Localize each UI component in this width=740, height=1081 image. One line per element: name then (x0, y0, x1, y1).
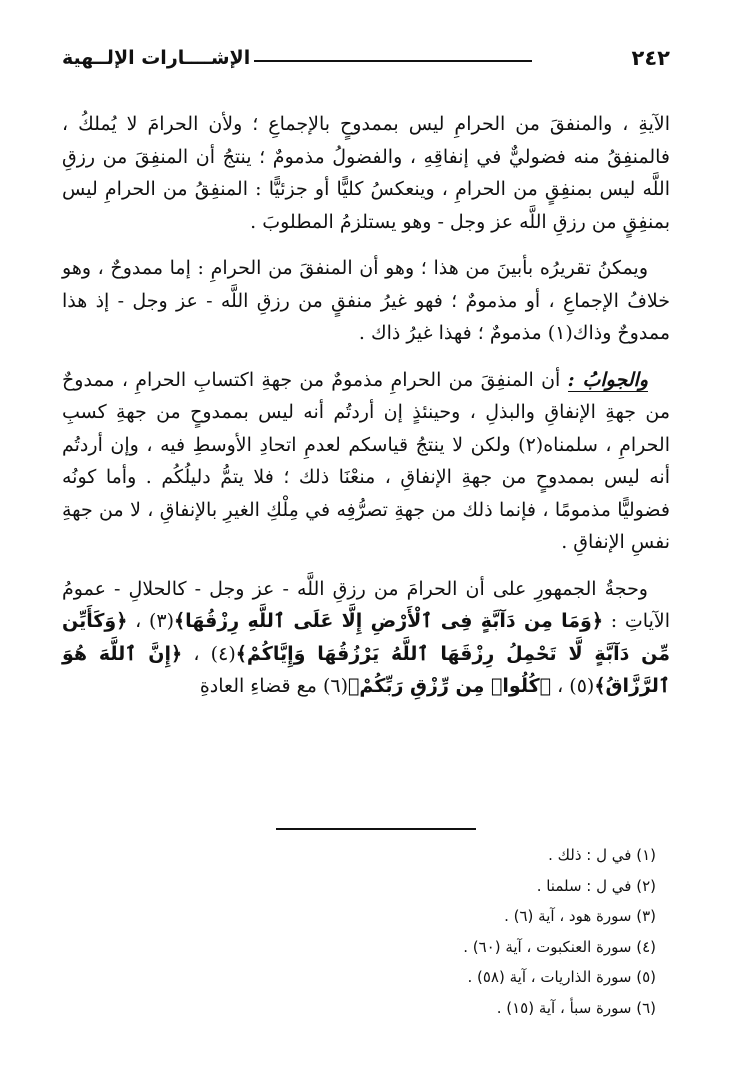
answer-heading: والجوابُ : (567, 368, 649, 391)
footnote-marker-4: (٤) ، (193, 642, 236, 665)
footnote-rule (276, 828, 476, 830)
footnote-3: (٣) سورة هود ، آية (٦) . (504, 907, 656, 925)
quran-verse-1: ﴿وَمَا مِن دَآبَّةٍ فِى ٱلْأَرْضِ إِلَّا عَلَى ٱللَّهِ رِزْقُهَا﴾ (174, 610, 603, 632)
footnote-2: (٢) في ل : سلمنا . (536, 876, 656, 895)
footnote-marker-3: (٣) ، (135, 610, 175, 632)
paragraph-2: ويمكنُ تقريرُه بأبينَ من هذا ؛ وهو أن المنفقَ من الحرامِ : إما ممدوحٌ ، وهو خلافُ الإجماعِ ، أو مذمومٌ ؛ فهو غيرُ منفقٍ من رزقِ اللَّه - عز وجل - إذ هذا ممدوحٌ وذاك(١) مذمومٌ ؛ فهذا غيرُ ذاك . (62, 257, 670, 344)
paragraph-1: الآيةِ ، والمنفقَ من الحرامِ ليس بممدوحٍ بالإجماعِ ؛ ولأن الحرامَ لا يُملكُ ، فالمنفِقُ منه فضوليٌّ في إنفاقِهِ ، والفضولُ مذمومٌ ؛ ينتجُ أن المنفِقَ من رزقِ اللَّه ليس بمنفِقٍ من الحرامِ ، وينعكسُ كليًّا أو جزئيًّا : المنفِقُ من الحرامِ ليس بمنفِقٍ من رزقِ اللَّه عز وجل - وهو يستلزمُ المطلوبَ . (62, 113, 670, 233)
running-title: الإشــــارات الإلــهية (62, 47, 251, 69)
quran-verse-3: ﴿إِنَّ ٱللَّهَ هُوَ ٱلرَّزَّاقُ﴾ (62, 642, 670, 697)
paragraph-4-intro: وحجةُ الجمهورِ على أن الحرامَ من رزقِ اللَّه - عز وجل - كالحلالِ - عمومُ الآياتِ : (62, 577, 670, 632)
paragraph-4 (62, 573, 670, 703)
footnote-4: (٤) سورة العنكبوت ، آية (٦٠) . (463, 937, 656, 956)
paragraph-3 (62, 364, 670, 559)
header-rule (254, 60, 532, 62)
footnote-marker-5: (٥) ، (557, 675, 595, 697)
page-number: ٢٤٢ (631, 46, 670, 70)
page-header (62, 38, 670, 78)
footnote-6: (٦) سورة سبأ ، آية (١٥) . (496, 998, 656, 1017)
footnote-1: (١) في ل : ذلك . (548, 846, 656, 864)
footnotes (300, 840, 656, 1023)
quran-verse-2: ﴿وَكَأَيِّن مِّن دَآبَّةٍ لَّا تَحْمِلُ رِزْقَهَا ٱللَّهُ يَرْزُقُهَا وَإِيَّاكُمْ﴾ (62, 610, 671, 665)
footnote-marker-6: (٦) مع قضاءِ العادةِ (199, 675, 349, 697)
quran-verse-4: ﴿كُلُوا۟ مِن رِّزْقِ رَبِّكُمْ﴾ (348, 675, 552, 697)
paragraph-3-text: أن المنفِقَ من الحرامِ مذمومٌ من جهةِ اكتسابِ الحرامِ ، ممدوحٌ من جهةِ الإنفاقِ والبذلِ ، وحينئذٍ إن أردتُم أنه ليس بممدوحٍ من جهةِ كسبِ الحرامِ ، سلمناه(٢) ولكن لا ينتجُ قياسكم لعدمِ اتحادِ الأوسطِ فيه ، وإن أردتُم أنه ليس بممدوحٍ من جهةِ الإنفاقِ ، منعْنَا ذلك ؛ فلا يتمُّ دليلُكُم . وأما كونُه فضوليًّا مذمومًا ، فإنما ذلك من جهةِ تصرُّفِه في مِلْكِ الغيرِ بالإنفاقِ ، لا من جهةِ نفسِ الإنفاقِ . (62, 368, 670, 553)
body-text (62, 108, 670, 717)
footnote-5: (٥) سورة الذاريات ، آية (٥٨) . (467, 968, 656, 986)
